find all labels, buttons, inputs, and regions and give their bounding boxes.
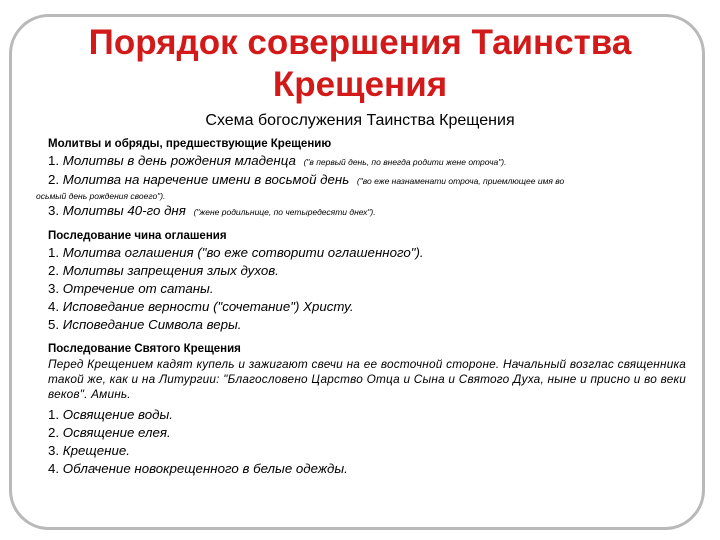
item-text: Исповедание Символа веры.	[62, 317, 242, 332]
section-heading: Последование Святого Крещения	[48, 343, 241, 355]
section-paragraph: Перед Крещением кадят купель и зажигают свечи на ее восточной стороне. Начальный возглас священника такой же, как и на Литургии: "Благословено Царство Отца и Сына и Святого Духа, ныне и присно и во веки веков". Аминь.	[48, 357, 686, 401]
item-text: Отречение от сатаны.	[62, 281, 214, 296]
section-heading: Последование чина оглашения	[48, 230, 227, 242]
list-item	[48, 406, 686, 424]
item-note: ("во еже назнаменати отроча, приемлющее имя во	[356, 176, 565, 186]
list-item	[48, 152, 686, 171]
list-item	[48, 460, 686, 478]
item-text: Молитва оглашения ("во еже сотворити оглашенного").	[62, 245, 424, 260]
list-item	[48, 298, 686, 316]
item-text: Освящение елея.	[62, 425, 171, 440]
list-item	[48, 442, 686, 460]
list-item	[48, 262, 686, 280]
item-note: ("в первый день, по внегда родити жене отроча").	[303, 157, 507, 167]
item-text: Исповедание верности ("сочетание") Христу.	[62, 299, 354, 314]
item-number: 1.	[48, 245, 60, 260]
item-number: 4.	[48, 299, 60, 314]
item-number: 1.	[48, 407, 60, 422]
item-note-continuation: осьмый день рождения своего").	[36, 191, 166, 201]
list-item	[48, 280, 686, 298]
item-number: 2.	[48, 425, 60, 440]
item-text: Молитвы в день рождения младенца	[62, 153, 296, 168]
item-text: Молитвы запрещения злых духов.	[62, 263, 279, 278]
item-number: 3.	[48, 203, 60, 218]
item-number: 2.	[48, 263, 60, 278]
item-number: 5.	[48, 317, 60, 332]
list-item	[48, 202, 686, 221]
item-text: Молитвы 40-го дня	[62, 203, 186, 218]
item-text: Освящение воды.	[62, 407, 173, 422]
item-number: 2.	[48, 172, 60, 187]
slide-subtitle: Схема богослужения Таинства Крещения	[205, 112, 515, 129]
list-item	[48, 244, 686, 262]
item-note: ("жене родильнице, по четыредесяти днех").	[193, 207, 376, 217]
section-heading: Молитвы и обряды, предшествующие Крещению	[48, 138, 332, 150]
item-number: 3.	[48, 443, 60, 458]
item-number: 3.	[48, 281, 60, 296]
item-text: Молитва на наречение имени в восьмой день	[62, 172, 350, 187]
item-number: 1.	[48, 153, 60, 168]
list-item	[48, 424, 686, 442]
item-text: Облачение новокрещенного в белые одежды.	[62, 461, 348, 476]
slide-title: Порядок совершения Таинства Крещения	[88, 23, 632, 104]
list-item	[48, 171, 686, 190]
item-number: 4.	[48, 461, 60, 476]
item-text: Крещение.	[62, 443, 130, 458]
list-item	[48, 316, 686, 334]
slide-content	[36, 137, 686, 478]
